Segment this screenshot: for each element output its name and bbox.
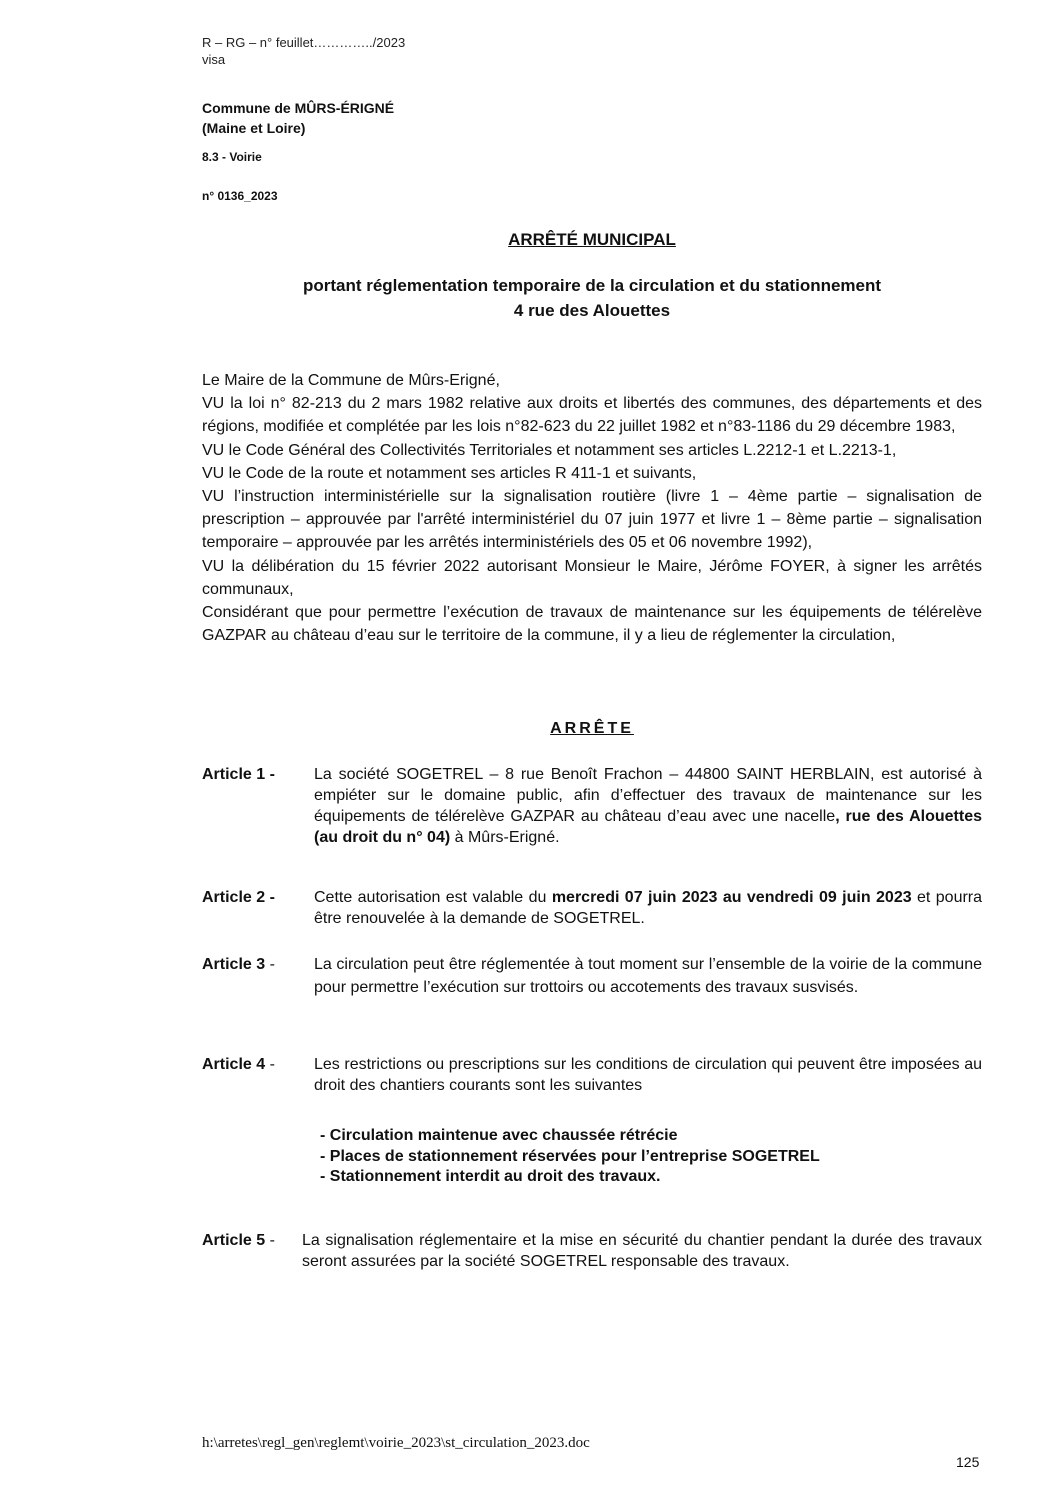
preamble-paragraph: Considérant que pour permettre l’exécution de travaux de maintenance sur les équipements de télérelève GAZPAR au château d’eau sur le territoire de la commune, il y a lieu de réglementer la circulation, [202, 604, 982, 645]
article-label-text: Article 3 [202, 956, 266, 973]
article-label [202, 1230, 275, 1251]
article-3 [202, 953, 982, 1023]
footer-file-path: h:\arretes\regl_gen\reglemt\voirie_2023\st_circulation_2023.doc [202, 1435, 590, 1451]
reference-line: R – RG – n° feuillet…………../2023 [202, 35, 406, 50]
subtitle-line: 4 rue des Alouettes [513, 301, 671, 320]
article-4 [202, 1054, 982, 1098]
article-label-text: Article 4 [202, 1056, 266, 1073]
article-text [314, 887, 982, 929]
page-number: 125 [956, 1454, 980, 1470]
article-label-text: Article 1 - [202, 766, 275, 783]
article-label [202, 1054, 275, 1075]
department-name: (Maine et Loire) [202, 120, 306, 136]
preamble-paragraph: Le Maire de la Commune de Mûrs-Erigné, [202, 372, 500, 389]
article-label-dash: - [265, 956, 275, 973]
preamble-paragraph: VU l’instruction interministérielle sur la signalisation routière (livre 1 – 4ème partie – signalisation de prescription – approuvée par l'arrêté interministériel du 07 juin 1977 et livre 1 – 8ème partie – signalisation temporaire – approuvée par les arrêtés interministériels des 05 et 06 novembre 1992), [202, 488, 982, 552]
subtitle-line: portant réglementation temporaire de la circulation et du stationnement [302, 276, 882, 295]
article-text [314, 764, 982, 848]
article-label-dash: - [265, 1056, 275, 1073]
article-label [202, 887, 275, 908]
restrictions-list [320, 1126, 820, 1188]
reference-block [202, 34, 405, 68]
document-subtitle [202, 273, 982, 323]
preamble-paragraph: VU la délibération du 15 février 2022 autorisant Monsieur le Maire, Jérôme FOYER, à signer les arrêtés communaux, [202, 557, 982, 598]
article-label-dash: - [265, 1232, 275, 1249]
article-text-part: à Mûrs-Erigné. [450, 829, 560, 846]
article-text-part: et pourra être renouvelée à la demande de SOGETREL. [314, 889, 983, 927]
article-2 [202, 887, 982, 931]
article-text: La signalisation réglementaire et la mise en sécurité du chantier pendant la durée des travaux seront assurées par la société SOGETREL responsable des travaux. [302, 1232, 982, 1270]
article-label-text: Article 5 [202, 1232, 266, 1249]
article-text-bold: , rue des Alouettes (au droit du n° 04) [314, 808, 982, 846]
rubrique-label: 8.3 - Voirie [202, 150, 262, 164]
preamble [202, 369, 982, 647]
article-text: La circulation peut être réglementée à tout moment sur l’ensemble de la voirie de la commune pour permettre l’exécution sur trottoirs ou accotements des travaux susvisés. [314, 956, 982, 996]
preamble-paragraph: VU le Code Général des Collectivités Territoriales et notamment ses articles L.2212-1 et L.2213-1, [202, 441, 897, 459]
list-item: - Places de stationnement réservées pour l’entreprise SOGETREL [320, 1147, 820, 1165]
preamble-paragraph: VU le Code de la route et notamment ses articles R 411-1 et suivants, [202, 464, 697, 482]
arrete-number: n° 0136_2023 [202, 189, 278, 203]
commune-block [202, 98, 394, 138]
article-text: Les restrictions ou prescriptions sur les conditions de circulation qui peuvent être imposées au droit des chantiers courants sont les suivantes [314, 1056, 982, 1094]
commune-name: Commune de MÛRS-ÉRIGNÉ [202, 100, 395, 116]
article-5 [202, 1230, 982, 1274]
article-1 [202, 764, 982, 850]
article-text-bold: mercredi 07 juin 2023 au vendredi 09 juin 2023 [551, 889, 912, 906]
document-title: ARRÊTÉ MUNICIPAL [508, 230, 676, 249]
article-label [202, 953, 275, 976]
list-item: - Stationnement interdit au droit des travaux. [320, 1168, 661, 1185]
article-text-part: Cette autorisation est valable du [314, 889, 552, 906]
visa-label: visa [202, 52, 226, 67]
preamble-paragraph: VU la loi n° 82-213 du 2 mars 1982 relative aux droits et libertés des communes, des départements et des régions, modifiée et complétée par les lois n°82-623 du 22 juillet 1982 et n°83-1186 du 29 décembre 1983, [202, 395, 982, 436]
arrete-heading: ARRÊTE [550, 720, 634, 737]
article-label [202, 764, 275, 785]
article-text-part: La société SOGETREL – 8 rue Benoît Frachon – 44800 SAINT HERBLAIN, est autorisé à empiéter sur le domaine public, afin d’effectuer des travaux de maintenance sur les équipements de télérelève GAZPAR au château d’eau avec une nacelle [314, 766, 982, 825]
article-label-text: Article 2 - [202, 889, 275, 906]
list-item: - Circulation maintenue avec chaussée rétrécie [320, 1127, 678, 1144]
